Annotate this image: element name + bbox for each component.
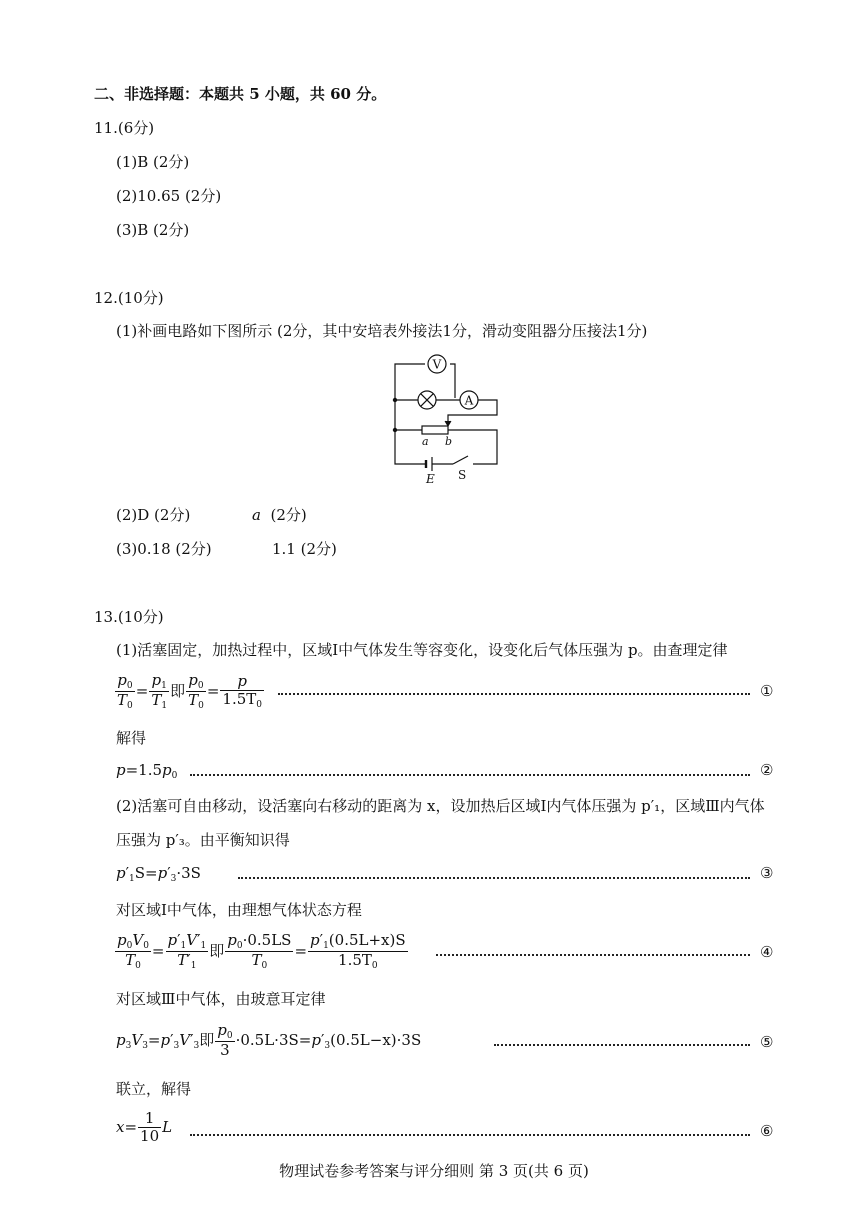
q12-answer-3-extra: 1.1 (2分) bbox=[272, 540, 337, 558]
page-footer: 物理试卷参考答案与评分细则 第 3 页(共 6 页) bbox=[279, 1162, 589, 1180]
ammeter-label: A bbox=[464, 393, 474, 408]
q13-part2-line1: (2)活塞可自由移动，设活塞向右移动的距离为 x，设加热后区域Ⅰ内气体压强为 p′₁，区域Ⅲ内气体 bbox=[116, 797, 765, 815]
leader-dots-3 bbox=[238, 877, 750, 879]
q11-answer-2: (2)10.65 (2分) bbox=[116, 187, 222, 205]
q13-part1-text: (1)活塞固定，加热过程中，区域Ⅰ中气体发生等容变化，设变化后气体压强为 p。由查理定律 bbox=[116, 641, 728, 659]
voltmeter-icon bbox=[428, 355, 446, 373]
equation-1: $\frac{p_0}{T_0}$ = $\frac{p_1}{T_1}$ 即 $\frac{p_0}{T_0}$ = $\frac{p}{1.5T_0}$ bbox=[117, 671, 263, 712]
leader-dots-2 bbox=[190, 774, 750, 776]
equation-number-6: ⑥ bbox=[760, 1122, 774, 1140]
q12-heading: 12.(10分) bbox=[94, 289, 164, 307]
equation-number-3: ③ bbox=[760, 864, 774, 882]
rheostat-end-a-label: a bbox=[422, 435, 429, 448]
q13-heading: 13.(10分) bbox=[94, 608, 164, 626]
switch-label: S bbox=[458, 468, 467, 482]
equation-number-1: ① bbox=[760, 682, 774, 700]
q12-answer-2-score: (2分) bbox=[270, 506, 307, 524]
q11-answer-1: (1)B (2分) bbox=[116, 153, 190, 171]
equation-number-5: ⑤ bbox=[760, 1033, 774, 1051]
leader-dots-6 bbox=[190, 1134, 750, 1136]
q11-answer-3: (3)B (2分) bbox=[116, 221, 190, 239]
q12-answer-1: (1)补画电路如下图所示 (2分，其中安培表外接法1分，滑动变阻器分压接法1分) bbox=[116, 322, 648, 340]
equation-5: $p_3V_3=p'_3V'_3$即 $\frac{p_0}{3}$ $\cdot 0.5L\cdot 3S=p'_3(0.5L-x)\cdot 3S$ bbox=[116, 1021, 422, 1060]
combine-text: 联立，解得 bbox=[116, 1080, 192, 1098]
equation-4: $\frac{p_0V_0}{T_0}$ = $\frac{p'_1V'_1}{T'_1}$ 即 $\frac{p_0\cdot 0.5LS}{T_0}$ = $\frac{p'_1(0.5L+x)S}{1.5T_0}$ bbox=[117, 931, 406, 972]
solve-label-1: 解得 bbox=[116, 729, 147, 747]
region1-text: 对区域Ⅰ中气体，由理想气体状态方程 bbox=[116, 901, 362, 919]
section-title: 二、非选择题：本题共 5 小题，共 60 分。 bbox=[94, 85, 387, 103]
leader-dots-5 bbox=[494, 1044, 750, 1046]
circuit-diagram bbox=[380, 348, 510, 488]
leader-dots-1 bbox=[278, 693, 750, 695]
equation-6: x= $\frac{1}{10}$ L bbox=[116, 1109, 173, 1146]
voltmeter-label: V bbox=[432, 357, 442, 372]
equation-3: $p'_1S=p'_3\cdot 3S$ bbox=[116, 864, 201, 884]
ammeter-icon bbox=[460, 391, 478, 409]
rheostat-end-b-label: b bbox=[445, 435, 453, 448]
equation-2: $p=1.5p_0$ bbox=[116, 761, 178, 781]
q13-part2-line2: 压强为 p′₃。由平衡知识得 bbox=[116, 831, 290, 849]
q12-answer-3: (3)0.18 (2分) bbox=[116, 540, 212, 558]
lamp-icon bbox=[418, 391, 436, 409]
battery-label: E bbox=[426, 472, 435, 486]
q12-answer-2-extra bbox=[252, 504, 307, 525]
equation-number-4: ④ bbox=[760, 943, 774, 961]
q12-answer-2-variable: a bbox=[252, 506, 261, 524]
q11-heading: 11.(6分) bbox=[94, 119, 155, 137]
equation-number-2: ② bbox=[760, 761, 774, 779]
region3-text: 对区域Ⅲ中气体，由玻意耳定律 bbox=[116, 990, 326, 1008]
q12-answer-2: (2)D (2分) bbox=[116, 506, 191, 524]
leader-dots-4 bbox=[436, 954, 750, 956]
